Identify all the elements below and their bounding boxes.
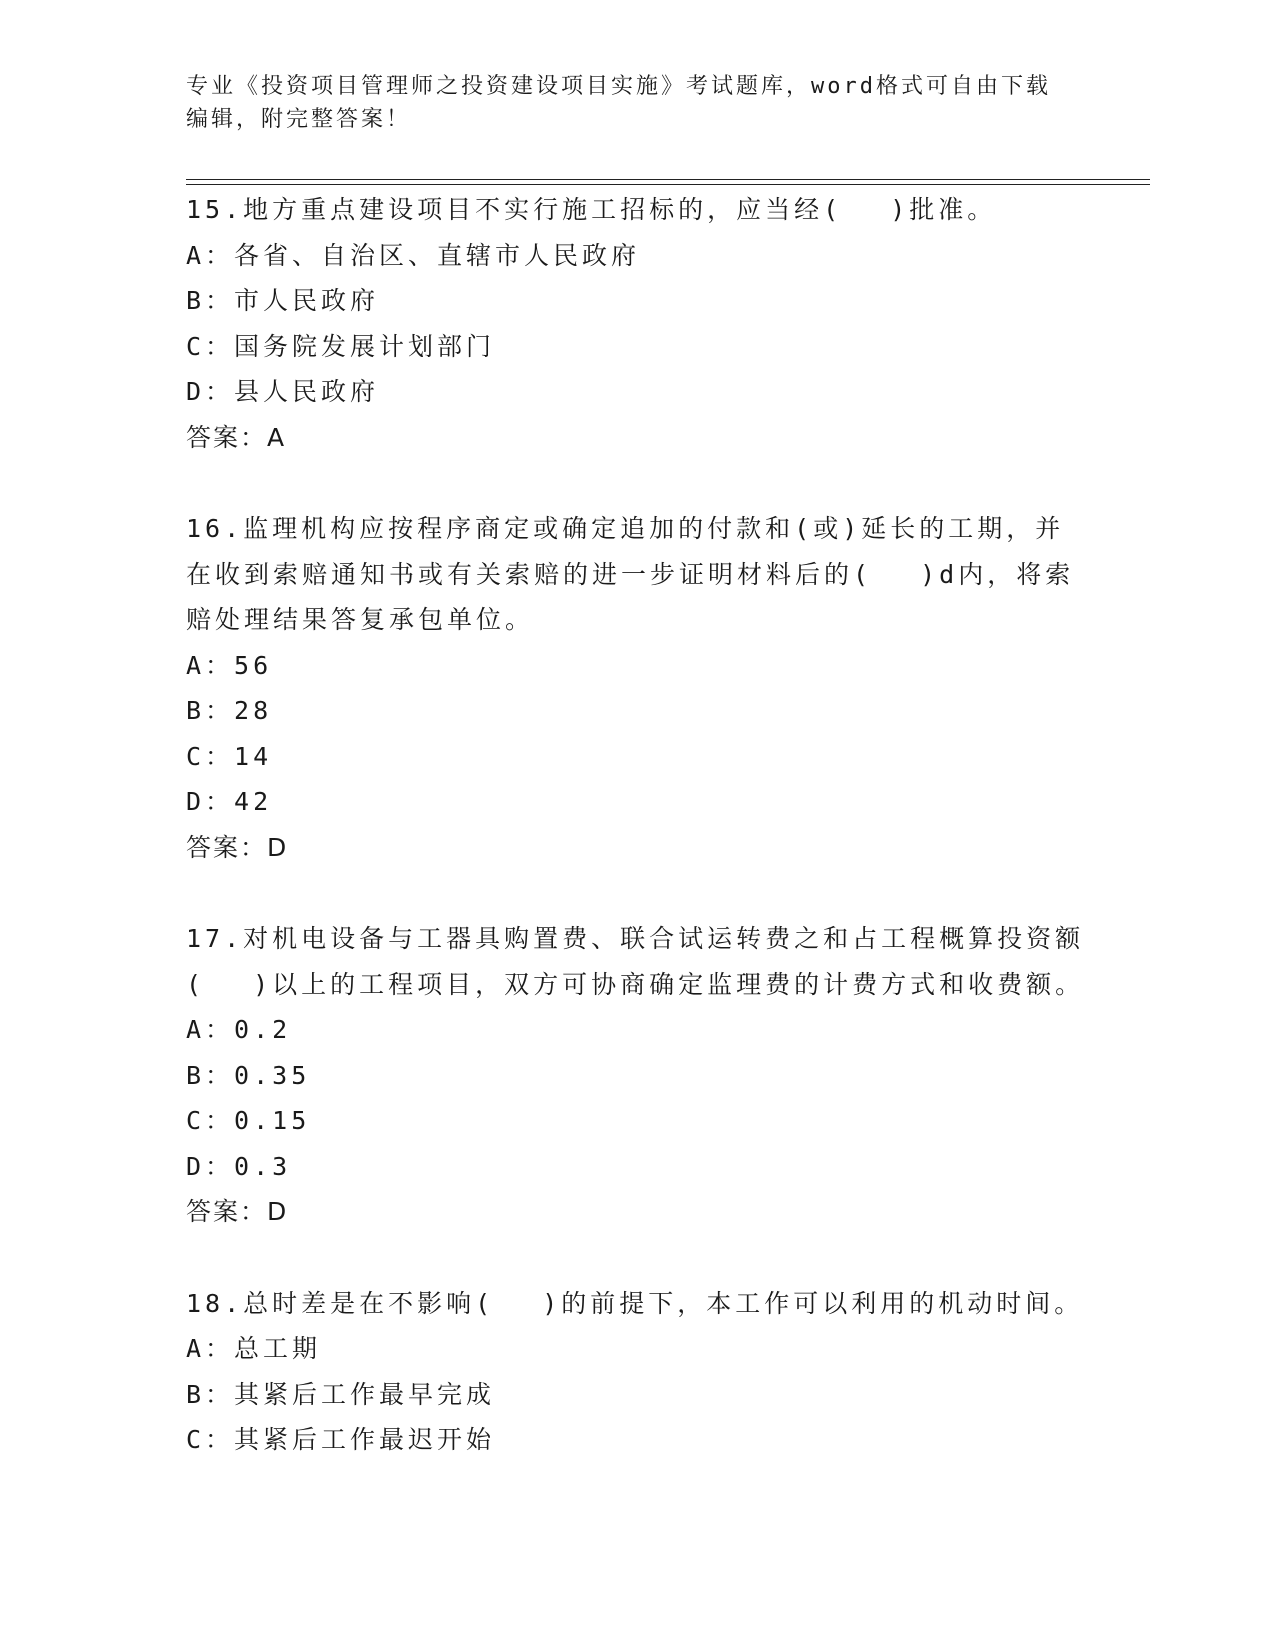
question-17	[186, 916, 1086, 1235]
answer-line: 答案：D	[186, 832, 289, 862]
option-c: C：国务院发展计划部门	[186, 331, 496, 361]
question-18	[186, 1281, 1086, 1463]
question-stem: 16.监理机构应按程序商定或确定追加的付款和(或)延长的工期，并在收到索赔通知书或有关索赔的进一步证明材料后的( )d内，将索赔处理结果答复承包单位。	[186, 514, 1075, 634]
option-a: A：总工期	[186, 1334, 322, 1363]
question-16	[186, 506, 1086, 870]
option-d: D：0.3	[186, 1151, 292, 1181]
option-d: D：县人民政府	[186, 377, 380, 406]
option-c: C：14	[186, 741, 273, 771]
question-15	[186, 187, 1086, 460]
option-b: B：0.35	[186, 1060, 311, 1090]
option-b: B：28	[186, 696, 273, 725]
option-c: C：其紧后工作最迟开始	[186, 1425, 496, 1454]
option-a: A：56	[186, 650, 273, 680]
answer-line: 答案：D	[186, 1197, 289, 1226]
option-d: D：42	[186, 787, 273, 816]
header-rule-bottom	[186, 184, 1150, 185]
option-c: C：0.15	[186, 1106, 311, 1135]
question-stem: 15.地方重点建设项目不实行施工招标的，应当经( )批准。	[186, 195, 997, 224]
option-a: A：0.2	[186, 1015, 292, 1044]
question-stem: 17.对机电设备与工器具购置费、联合试运转费之和占工程概算投资额( )以上的工程项目，双方可协商确定监理费的计费方式和收费额。	[186, 924, 1085, 999]
question-stem: 18.总时差是在不影响( )的前提下，本工作可以利用的机动时间。	[186, 1288, 1084, 1318]
answer-line: 答案：A	[186, 422, 287, 452]
option-b: B：市人民政府	[186, 286, 380, 315]
option-a: A：各省、自治区、直辖市人民政府	[186, 240, 641, 270]
option-b: B：其紧后工作最早完成	[186, 1379, 496, 1409]
header-rule-top	[186, 179, 1150, 180]
question-list	[186, 187, 1086, 1509]
document-intro: 专业《投资项目管理师之投资建设项目实施》考试题库，word格式可自由下载编辑，附完整答案！	[186, 74, 1051, 132]
